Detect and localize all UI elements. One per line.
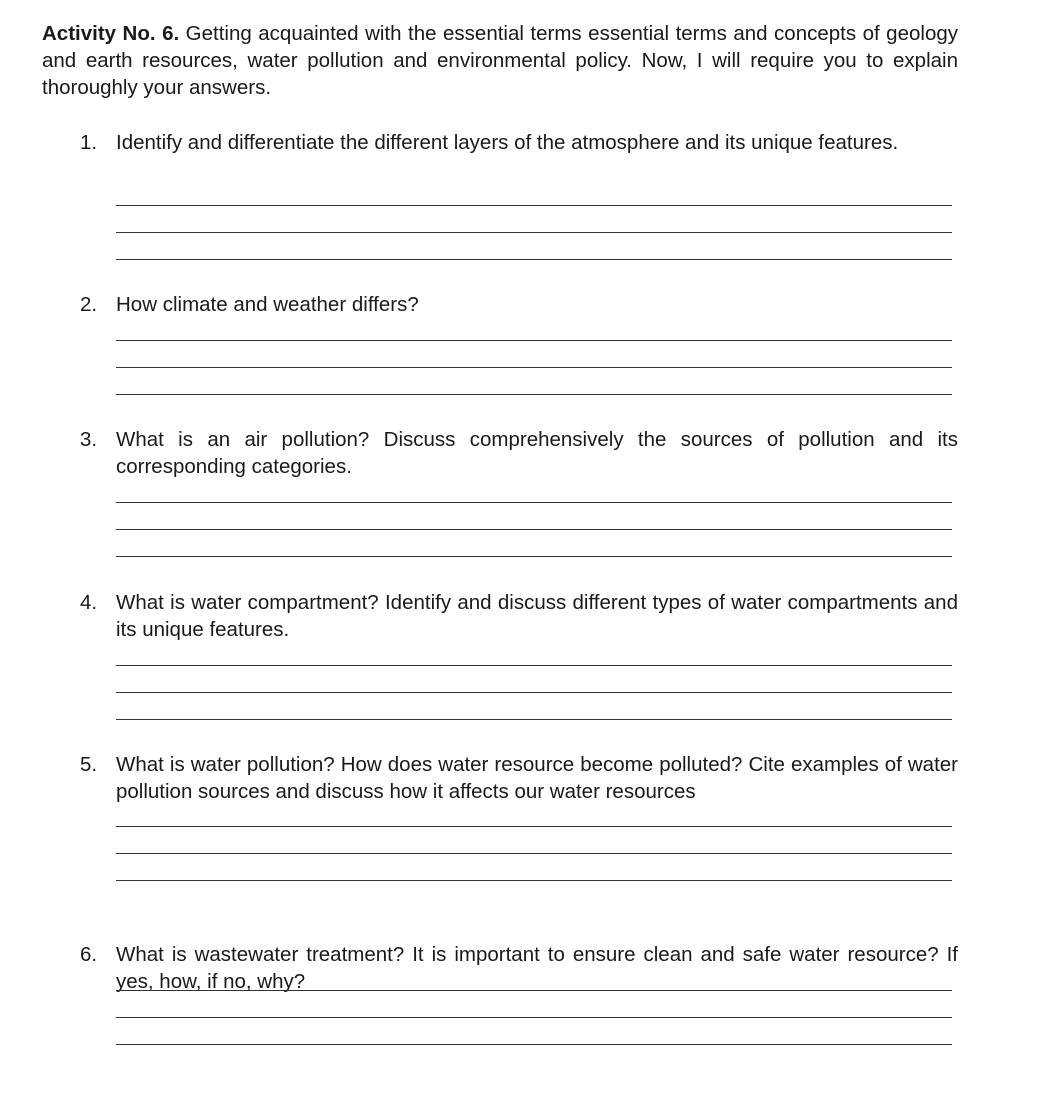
question-number: 2. <box>80 293 98 316</box>
question-text: What is water pollution? How does water resource become polluted? Cite examples of water pollution sources and discuss how it affects our water resources <box>116 753 958 803</box>
answer-line[interactable] <box>116 340 952 341</box>
answer-line[interactable] <box>116 853 952 854</box>
question-number: 6. <box>80 943 98 966</box>
activity-text: Getting acquainted with the essential terms essential terms and concepts of geology and earth resources, water pollution and environmental policy. Now, I will require you to explain thoroughly your answers. <box>42 22 958 99</box>
question-5 <box>80 751 958 805</box>
answer-line[interactable] <box>116 826 952 827</box>
question-number: 1. <box>80 131 98 154</box>
answer-line[interactable] <box>116 880 952 881</box>
activity-instructions <box>42 20 958 101</box>
answer-line[interactable] <box>116 665 952 666</box>
question-text: Identify and differentiate the different layers of the atmosphere and its unique features. <box>116 131 899 154</box>
question-text: What is an air pollution? Discuss comprehensively the sources of pollution and its corresponding categories. <box>116 428 958 478</box>
answer-line[interactable] <box>116 205 952 206</box>
question-4 <box>80 589 958 643</box>
answer-line[interactable] <box>116 1044 952 1045</box>
answer-line[interactable] <box>116 990 952 991</box>
question-number: 5. <box>80 753 98 776</box>
question-number: 4. <box>80 591 98 614</box>
answer-line[interactable] <box>116 394 952 395</box>
answer-line[interactable] <box>116 529 952 530</box>
answer-line[interactable] <box>116 556 952 557</box>
question-number: 3. <box>80 428 98 451</box>
question-3 <box>80 426 958 480</box>
question-6 <box>80 941 958 995</box>
question-text: What is water compartment? Identify and discuss different types of water compartments and its unique features. <box>116 591 958 641</box>
answer-line[interactable] <box>116 719 952 720</box>
answer-line[interactable] <box>116 367 952 368</box>
answer-line[interactable] <box>116 259 952 260</box>
question-2 <box>80 291 958 318</box>
activity-heading: Activity No. 6. <box>42 22 180 45</box>
answer-line[interactable] <box>116 502 952 503</box>
answer-line[interactable] <box>116 692 952 693</box>
answer-line[interactable] <box>116 1017 952 1018</box>
question-text: How climate and weather differs? <box>116 293 419 316</box>
question-text: What is wastewater treatment? It is important to ensure clean and safe water resource? If yes, how, if no, why? <box>116 943 958 993</box>
question-1 <box>80 129 958 156</box>
answer-line[interactable] <box>116 232 952 233</box>
